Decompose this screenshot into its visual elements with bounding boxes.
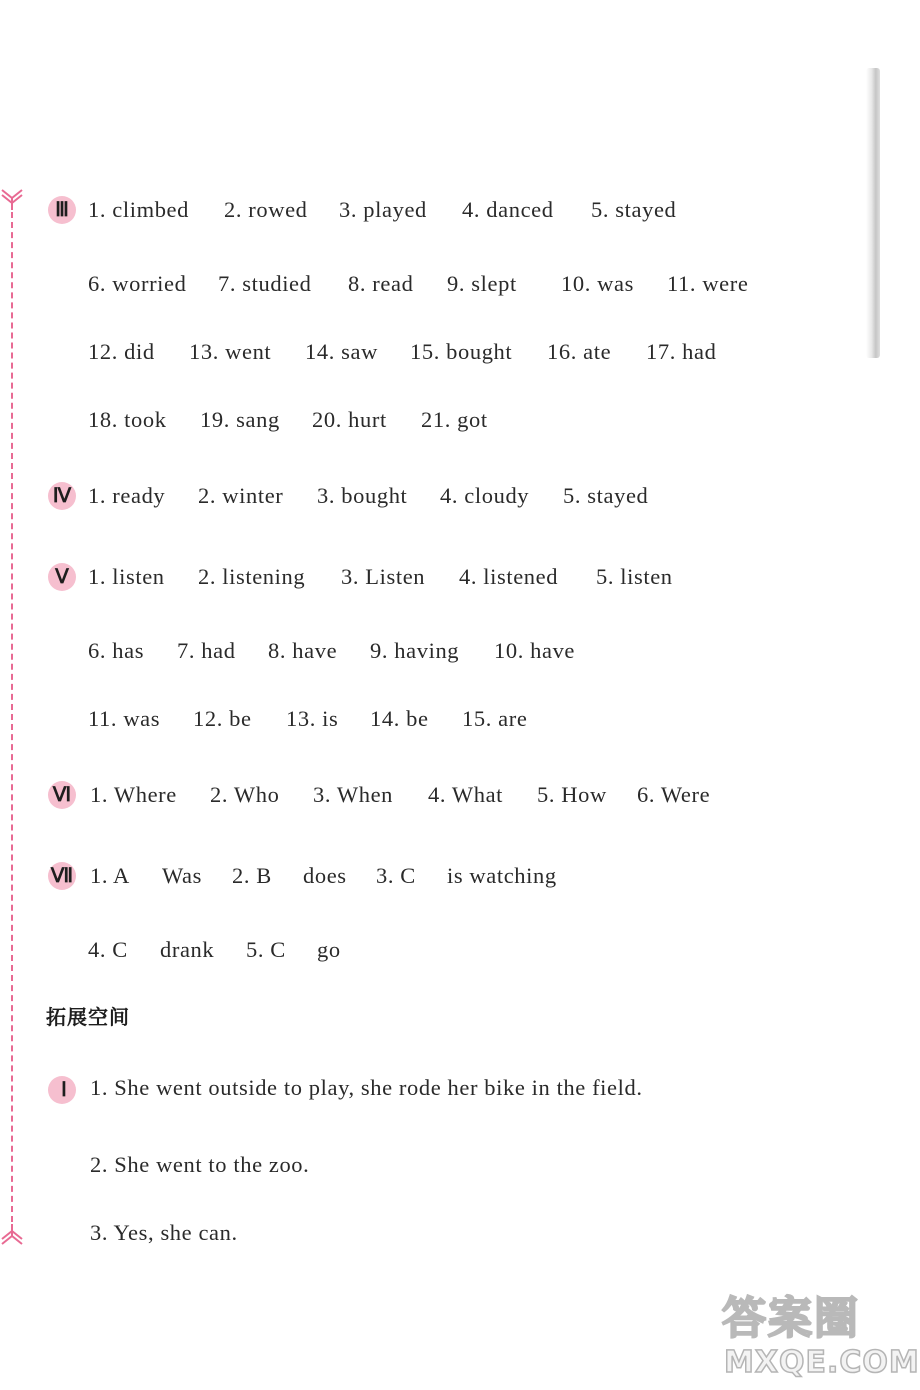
answer-item: 14. saw xyxy=(305,339,378,364)
answer-item: 1. Where xyxy=(90,782,177,807)
answer-item: 3. played xyxy=(339,197,427,222)
answer-item: 1. A xyxy=(90,863,130,888)
watermark-bottom-text: MXQE.COM xyxy=(724,1345,920,1380)
answer-item: 6. Were xyxy=(637,782,711,807)
answer-item: 3. bought xyxy=(317,483,408,508)
answer-item: 11. were xyxy=(667,271,749,296)
answer-item: 2. Who xyxy=(210,782,280,807)
extension-title: 拓展空间 xyxy=(46,1005,130,1029)
answer-item: 3. Listen xyxy=(341,564,426,589)
answer-item: 4. cloudy xyxy=(440,483,530,508)
answer-item: 2. winter xyxy=(198,483,284,508)
extension-answer: 3. Yes, she can. xyxy=(90,1220,238,1245)
answer-item: 16. ate xyxy=(547,339,612,364)
answer-item: 5. stayed xyxy=(563,483,649,508)
answer-item: 4. What xyxy=(428,782,504,807)
answer-item: 10. was xyxy=(561,271,634,296)
answer-item: 8. have xyxy=(268,638,338,663)
answer-item: 21. got xyxy=(421,407,488,432)
answer-item: 1. climbed xyxy=(88,197,189,222)
answer-item: 2. listening xyxy=(198,564,306,589)
extension-answer: 2. She went to the zoo. xyxy=(90,1152,310,1177)
section-numeral: Ⅳ xyxy=(52,485,72,507)
answer-item: 15. are xyxy=(462,706,528,731)
answer-item: 5. How xyxy=(537,782,607,807)
answer-item: 2. B xyxy=(232,863,272,888)
answer-item: 6. worried xyxy=(88,271,187,296)
answer-item: go xyxy=(317,937,341,962)
section-numeral: Ⅴ xyxy=(55,566,69,588)
answer-item: 4. danced xyxy=(462,197,554,222)
answer-item: 1. ready xyxy=(88,483,166,508)
binding-arrow-top-icon xyxy=(0,186,24,210)
answer-item: 6. has xyxy=(88,638,145,663)
answer-item: 17. had xyxy=(646,339,717,364)
watermark-top-text: 答案圈 xyxy=(722,1293,860,1344)
answer-item: 5. C xyxy=(246,937,286,962)
answer-item: 3. When xyxy=(313,782,394,807)
answer-item: 5. listen xyxy=(596,564,673,589)
answer-item: 1. listen xyxy=(88,564,165,589)
binding-arrow-bottom-icon xyxy=(0,1224,24,1248)
answer-item: 13. went xyxy=(189,339,272,364)
answer-item: 5. stayed xyxy=(591,197,677,222)
answer-item: 2. rowed xyxy=(224,197,308,222)
binding-dashed-line xyxy=(11,212,13,1222)
answer-item: 4. C xyxy=(88,937,128,962)
answer-item: 18. took xyxy=(88,407,167,432)
answer-item: 12. be xyxy=(193,706,252,731)
answer-item: 3. C xyxy=(376,863,416,888)
answer-item: 15. bought xyxy=(410,339,513,364)
answer-item: 7. studied xyxy=(218,271,312,296)
answer-item: does xyxy=(303,863,347,888)
answer-item: 19. sang xyxy=(200,407,280,432)
answer-item: 20. hurt xyxy=(312,407,387,432)
extension-answer: 1. She went outside to play, she rode her bike in the field. xyxy=(90,1075,643,1100)
answer-item: 9. slept xyxy=(447,271,517,296)
answer-item: 7. had xyxy=(177,638,236,663)
watermark-logo xyxy=(722,1293,920,1384)
answer-item: 9. having xyxy=(370,638,460,663)
answer-item: 12. did xyxy=(88,339,155,364)
answer-item: 11. was xyxy=(88,706,161,731)
answer-item: Was xyxy=(162,863,202,888)
section-numeral: Ⅶ xyxy=(50,865,74,887)
page-edge-shadow xyxy=(866,68,880,358)
answer-item: 10. have xyxy=(494,638,576,663)
section-numeral: Ⅲ xyxy=(55,199,69,221)
answer-item: drank xyxy=(160,937,215,962)
answer-item: 4. listened xyxy=(459,564,559,589)
section-numeral: Ⅰ xyxy=(61,1079,67,1101)
answer-item: 13. is xyxy=(286,706,339,731)
answer-item: 8. read xyxy=(348,271,414,296)
section-numeral: Ⅵ xyxy=(52,784,72,806)
answer-item: is watching xyxy=(447,863,557,888)
answer-item: 14. be xyxy=(370,706,429,731)
